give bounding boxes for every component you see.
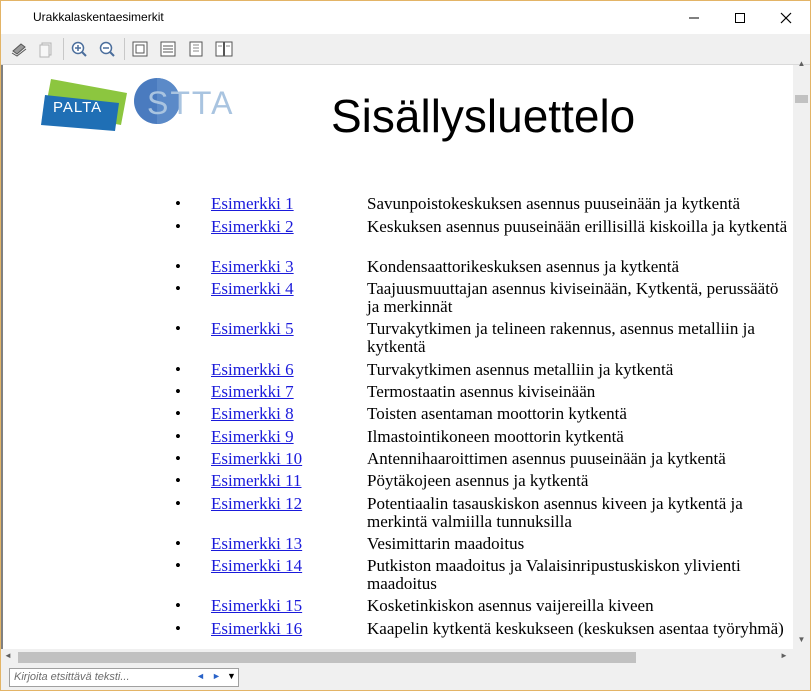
- minimize-icon: [688, 12, 700, 24]
- title-bar: [1, 1, 810, 34]
- palta-logo-text: PALTA: [53, 99, 103, 116]
- print-icon: [10, 40, 28, 58]
- toc-description: Toisten asentaman moottorin kytkentä: [367, 404, 627, 423]
- close-button[interactable]: [763, 1, 809, 34]
- toc-link[interactable]: Esimerkki 9: [211, 427, 294, 446]
- toc-link[interactable]: Esimerkki 12: [211, 494, 303, 513]
- zoom-out-icon: [98, 40, 116, 58]
- maximize-icon: [734, 12, 746, 24]
- copy-icon: [37, 40, 55, 58]
- vertical-scrollbar[interactable]: [793, 59, 810, 649]
- window-title: Urakkalaskentaesimerkit: [33, 10, 164, 24]
- toc-link[interactable]: Esimerkki 6: [211, 360, 294, 379]
- horizontal-scrollbar[interactable]: [1, 649, 793, 666]
- toc-description: Putkiston maadoitus ja Valaisinripustuskiskon ylivienti maadoitus: [367, 556, 741, 593]
- toc-link[interactable]: Esimerkki 2: [211, 217, 294, 236]
- vertical-scrollbar-thumb[interactable]: [795, 95, 808, 103]
- search-bar: [1, 666, 810, 690]
- search-previous-button[interactable]: ◄: [196, 671, 205, 681]
- toolbar: [1, 34, 810, 65]
- horizontal-scrollbar-thumb[interactable]: [18, 652, 636, 663]
- toolbar-separator: [63, 38, 64, 60]
- print-button[interactable]: [8, 38, 30, 60]
- toc-description: Antennihaaroittimen asennus puuseinään ja kytkentä: [367, 449, 726, 468]
- toc-link[interactable]: Esimerkki 11: [211, 471, 302, 490]
- toc-bullet: •: [175, 257, 181, 276]
- zoom-in-icon: [70, 40, 88, 58]
- toc-description: Savunpoistokeskuksen asennus puuseinään ja kytkentä: [367, 194, 740, 213]
- toc-bullet: •: [175, 534, 181, 553]
- toc-bullet: •: [175, 360, 181, 379]
- fit-page-button[interactable]: [129, 38, 151, 60]
- toc-bullet: •: [175, 217, 181, 236]
- fit-width-button[interactable]: [157, 38, 179, 60]
- scroll-down-icon[interactable]: ▼: [797, 635, 806, 644]
- scroll-left-icon[interactable]: ◄: [4, 651, 12, 660]
- two-page-button[interactable]: [213, 38, 235, 60]
- toc-description: Kondensaattorikeskuksen asennus ja kytkentä: [367, 257, 680, 276]
- toc-description: Turvakytkimen ja telineen rakennus, asennus metalliin ja kytkentä: [367, 319, 755, 356]
- toc-link[interactable]: Esimerkki 10: [211, 449, 303, 468]
- toc-bullet: •: [175, 279, 181, 298]
- toc-description: Termostaatin asennus kiviseinään: [367, 382, 596, 401]
- zoom-out-button[interactable]: [96, 38, 118, 60]
- fit-page-icon: [131, 40, 149, 58]
- scroll-up-icon[interactable]: ▲: [797, 59, 806, 68]
- toc-description: Keskuksen asennus puuseinään erillisillä kiskoilla ja kytkentä: [367, 217, 788, 236]
- fit-width-icon: [159, 40, 177, 58]
- toc-bullet: •: [175, 427, 181, 446]
- scroll-right-icon[interactable]: ►: [780, 651, 788, 660]
- toc-bullet: •: [175, 382, 181, 401]
- maximize-button[interactable]: [717, 1, 763, 34]
- page-title: Sisällysluettelo: [331, 90, 636, 142]
- close-icon: [780, 12, 792, 24]
- toc-link[interactable]: Esimerkki 5: [211, 319, 294, 338]
- toolbar-separator: [124, 38, 125, 60]
- toc-description: Vesimittarin maadoitus: [367, 534, 525, 553]
- two-page-icon: [215, 40, 233, 58]
- toc-description: Taajuusmuuttajan asennus kiviseinään, Kytkentä, perussäätö ja merkinnät: [367, 279, 779, 316]
- toc-bullet: •: [175, 404, 181, 423]
- toc-bullet: •: [175, 596, 181, 615]
- toc-link[interactable]: Esimerkki 1: [211, 194, 294, 213]
- single-page-icon: [187, 40, 205, 58]
- toc-bullet: •: [175, 556, 181, 575]
- stta-logo-text: STTA: [147, 85, 235, 121]
- toc-link[interactable]: Esimerkki 3: [211, 257, 294, 276]
- toc-bullet: •: [175, 449, 181, 468]
- toc-link[interactable]: Esimerkki 14: [211, 556, 303, 575]
- toc-bullet: •: [175, 194, 181, 213]
- toc-bullet: •: [175, 494, 181, 513]
- scrollbar-corner: [793, 649, 810, 666]
- toc-description: Kosketinkiskon asennus vaijereilla kiveen: [367, 596, 654, 615]
- toc-link[interactable]: Esimerkki 7: [211, 382, 294, 401]
- toc-bullet: •: [175, 471, 181, 490]
- toc-link[interactable]: Esimerkki 15: [211, 596, 303, 615]
- copy-button[interactable]: [35, 38, 57, 60]
- toc-description: Turvakytkimen asennus metalliin ja kytkentä: [367, 360, 674, 379]
- toc-bullet: •: [175, 319, 181, 338]
- single-page-button[interactable]: [185, 38, 207, 60]
- toc-link[interactable]: Esimerkki 16: [211, 619, 303, 638]
- document-page: [1, 65, 793, 649]
- minimize-button[interactable]: [671, 1, 717, 34]
- toc-link[interactable]: Esimerkki 8: [211, 404, 294, 423]
- toc-description: Pöytäkojeen asennus ja kytkentä: [367, 471, 589, 490]
- search-options-button[interactable]: ▼: [227, 671, 236, 681]
- toc-description: Ilmastointikoneen moottorin kytkentä: [367, 427, 624, 446]
- document-viewer[interactable]: [1, 59, 810, 649]
- toc-link[interactable]: Esimerkki 4: [211, 279, 294, 298]
- zoom-in-button[interactable]: [68, 38, 90, 60]
- toc-bullet: •: [175, 619, 181, 638]
- palta-logo: [41, 73, 129, 131]
- toc-link[interactable]: Esimerkki 13: [211, 534, 303, 553]
- search-input[interactable]: Kirjoita etsittävä teksti...: [9, 668, 239, 687]
- search-next-button[interactable]: ►: [212, 671, 221, 681]
- toc-description: Kaapelin kytkentä keskukseen (keskuksen asentaa työryhmä): [367, 619, 784, 638]
- stta-logo: [133, 77, 233, 127]
- toc-description: Potentiaalin tasauskiskon asennus kiveen ja kytkentä ja merkintä valmiilla tunnuksilla: [367, 494, 743, 531]
